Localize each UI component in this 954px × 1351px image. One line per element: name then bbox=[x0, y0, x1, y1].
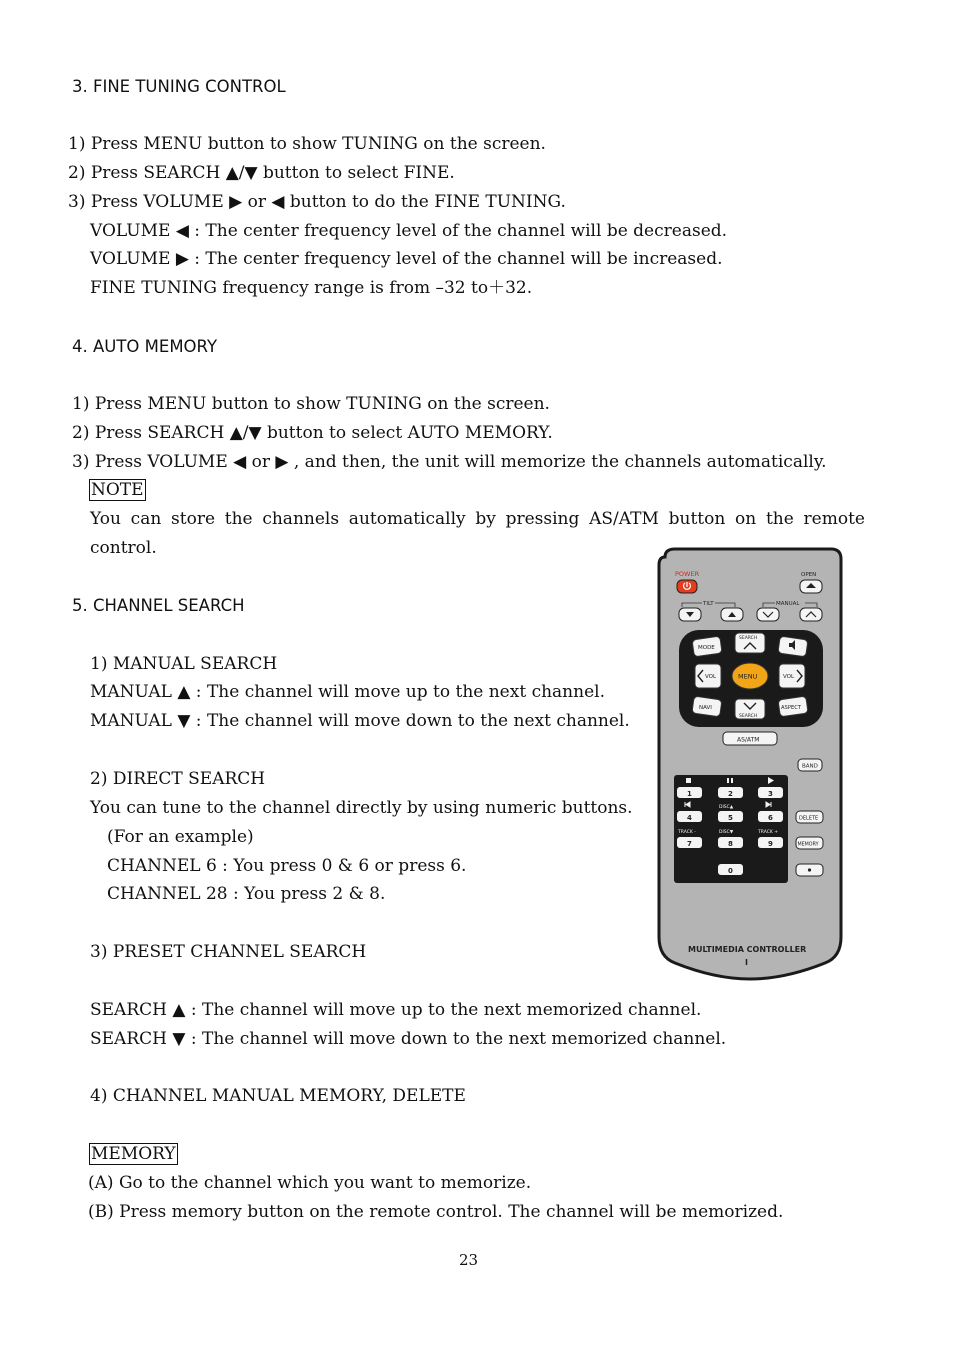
fine-step-3: 3) Press VOLUME ▶ or ◀ button to do the FINE TUNING. bbox=[68, 192, 566, 212]
key-1-label: 1 bbox=[687, 790, 692, 798]
direct-search-desc: You can tune to the channel directly by using numeric buttons. bbox=[90, 798, 633, 818]
direct-example-label: (For an example) bbox=[107, 827, 254, 847]
memory-label: MEMORY bbox=[91, 1144, 176, 1164]
key-7-label: 7 bbox=[687, 840, 692, 848]
remote-open-label: OPEN bbox=[801, 572, 817, 578]
fine-step-2: 2) Press SEARCH ▲/▼ button to select FINE. bbox=[68, 163, 455, 183]
remote-mode-label: MODE bbox=[698, 645, 715, 651]
key-5-label: 5 bbox=[728, 814, 733, 822]
fine-step-1: 1) Press MENU button to show TUNING on the screen. bbox=[68, 134, 546, 154]
note-text-line-2: control. bbox=[90, 538, 157, 558]
key-0-label: 0 bbox=[728, 867, 733, 875]
direct-search-title: 2) DIRECT SEARCH bbox=[90, 769, 266, 789]
remote-search-down-label: SEARCH bbox=[739, 714, 758, 719]
remote-mark-label: I bbox=[745, 958, 748, 967]
remote-menu-label: MENU bbox=[738, 672, 758, 681]
remote-navi-label: NAVI bbox=[699, 705, 712, 711]
fine-volume-left: VOLUME ◀ : The center frequency level of the channel will be decreased. bbox=[90, 221, 728, 241]
remote-track-plus-label: TRACK + bbox=[758, 830, 778, 835]
manual-search-title: 1) MANUAL SEARCH bbox=[90, 654, 278, 674]
remote-disc-down-label: DISC▼ bbox=[719, 830, 734, 835]
key-3-label: 3 bbox=[768, 790, 773, 798]
remote-manual-label: MANUAL bbox=[776, 601, 800, 607]
section-heading-auto-memory: 4. AUTO MEMORY bbox=[72, 337, 218, 356]
remote-tilt-label: TILT bbox=[703, 601, 714, 607]
remote-vol-right-label: VOL bbox=[783, 674, 795, 680]
auto-step-2: 2) Press SEARCH ▲/▼ button to select AUTO MEMORY. bbox=[72, 423, 553, 443]
section-heading-channel-search: 5. CHANNEL SEARCH bbox=[72, 596, 245, 615]
fine-range: FINE TUNING frequency range is from –32 to＋32. bbox=[90, 278, 533, 298]
note-label: NOTE bbox=[91, 480, 144, 500]
page-number: 23 bbox=[459, 1251, 479, 1269]
remote-asatm-label: AS/ATM bbox=[737, 736, 760, 744]
remote-aspect-label: ASPECT bbox=[781, 705, 802, 711]
direct-example-ch28: CHANNEL 28 : You press 2 & 8. bbox=[107, 884, 386, 904]
remote-disc-up-label: DISC▲ bbox=[719, 805, 734, 810]
memory-step-a: (A) Go to the channel which you want to memorize. bbox=[88, 1173, 532, 1193]
manual-up-text: MANUAL ▲ : The channel will move up to the next channel. bbox=[90, 682, 605, 702]
remote-power-label: POWER bbox=[675, 570, 700, 578]
pause-icon-bar-left bbox=[727, 778, 729, 783]
auto-step-1: 1) Press MENU button to show TUNING on the screen. bbox=[72, 394, 550, 414]
key-9-label: 9 bbox=[768, 840, 773, 848]
fine-volume-right: VOLUME ▶ : The center frequency level of the channel will be increased. bbox=[90, 249, 723, 269]
remote-band-label: BAND bbox=[802, 763, 818, 770]
section-heading-fine-tuning: 3. FINE TUNING CONTROL bbox=[72, 77, 286, 96]
auto-step-3: 3) Press VOLUME ◀ or ▶ , and then, the unit will memorize the channels automatically. bbox=[72, 452, 827, 472]
note-text-line-1: You can store the channels automatically by pressing AS/ATM button on the remote bbox=[90, 509, 865, 529]
direct-example-ch6: CHANNEL 6 : You press 0 & 6 or press 6. bbox=[107, 856, 467, 876]
dot-icon bbox=[808, 868, 811, 871]
preset-up-text: SEARCH ▲ : The channel will move up to the next memorized channel. bbox=[90, 1000, 702, 1020]
stop-icon bbox=[686, 778, 691, 783]
remote-model-label: MULTIMEDIA CONTROLLER bbox=[688, 945, 807, 954]
key-6-label: 6 bbox=[768, 814, 773, 822]
key-4-label: 4 bbox=[687, 814, 692, 822]
manual-down-button[interactable] bbox=[757, 608, 779, 621]
remote-search-up-label: SEARCH bbox=[739, 636, 758, 641]
manual-memory-title: 4) CHANNEL MANUAL MEMORY, DELETE bbox=[90, 1086, 466, 1106]
remote-vol-left-label: VOL bbox=[705, 674, 717, 680]
remote-delete-label: DELETE bbox=[799, 815, 819, 822]
pause-icon-bar-right bbox=[731, 778, 733, 783]
preset-search-title: 3) PRESET CHANNEL SEARCH bbox=[90, 942, 367, 962]
memory-step-b: (B) Press memory button on the remote control. The channel will be memorized. bbox=[88, 1202, 784, 1222]
remote-memory-label: MEMORY bbox=[797, 842, 819, 848]
manual-down-text: MANUAL ▼ : The channel will move down to the next channel. bbox=[90, 711, 630, 731]
remote-track-minus-label: TRACK - bbox=[678, 830, 696, 835]
remote-control-illustration bbox=[655, 545, 845, 983]
manual-up-button[interactable] bbox=[800, 608, 822, 621]
key-8-label: 8 bbox=[728, 840, 733, 848]
preset-down-text: SEARCH ▼ : The channel will move down to the next memorized channel. bbox=[90, 1029, 727, 1049]
key-2-label: 2 bbox=[728, 790, 733, 798]
